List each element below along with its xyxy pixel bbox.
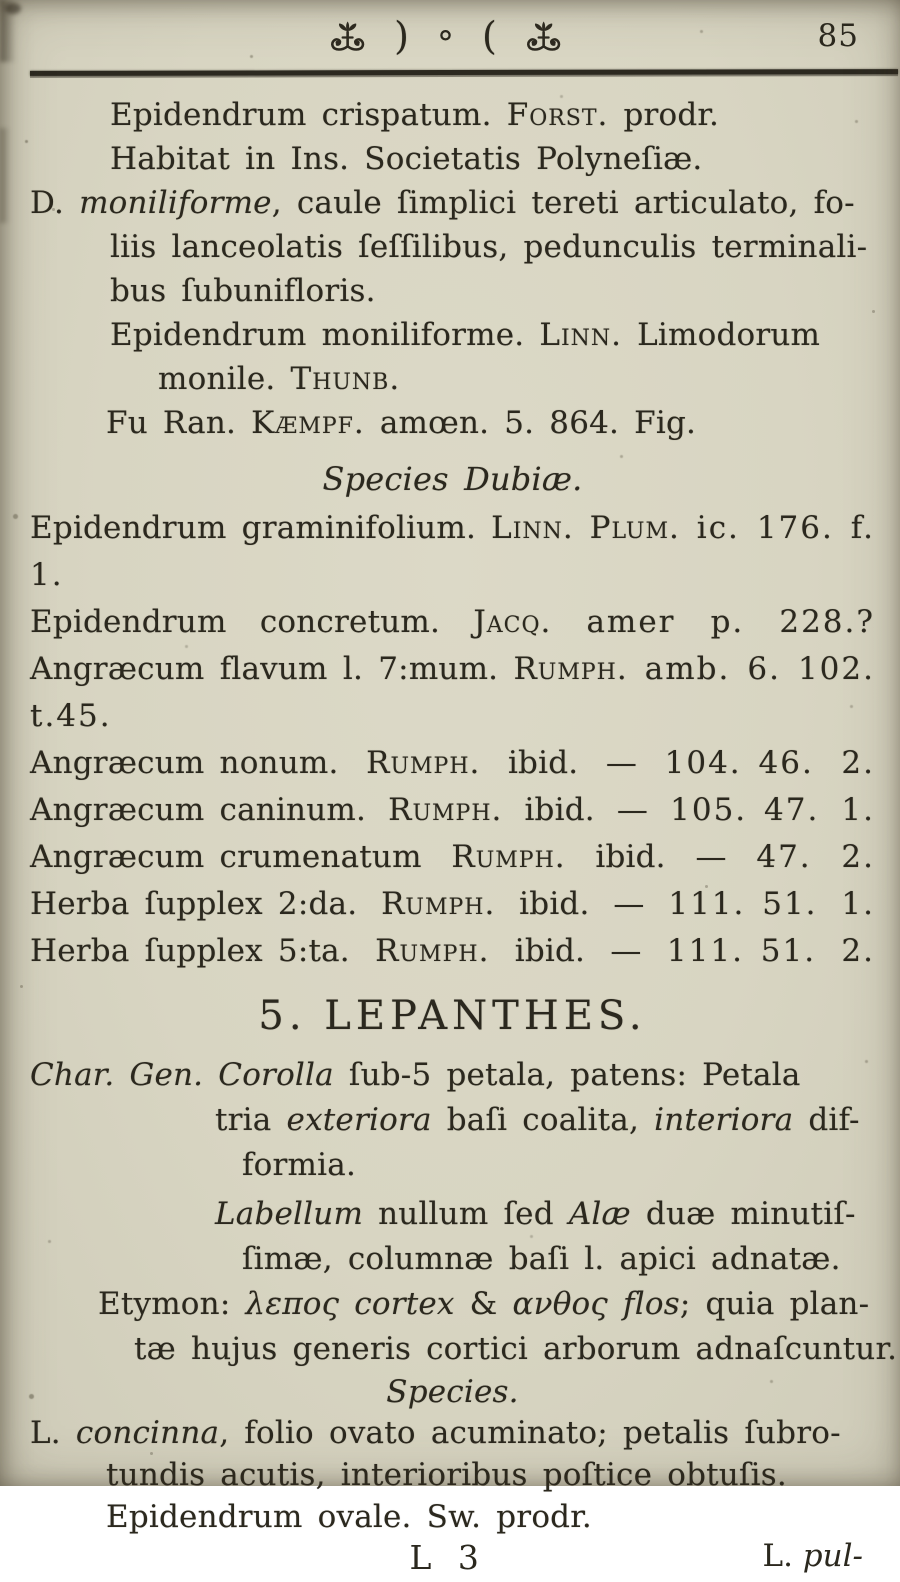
text-segment: Epidendrum ovale. Sw. prodr. xyxy=(106,1499,592,1535)
dash: — xyxy=(610,933,642,969)
reference-numbers: amer p. 228.? xyxy=(551,604,875,640)
reference-numbers: 111. 51. xyxy=(668,886,818,922)
heading-text: Species. xyxy=(386,1374,519,1410)
entry-herba-supplex-5ta xyxy=(30,928,875,975)
para-etymon-line-2 xyxy=(30,1327,898,1372)
species-epithet: moniliforme xyxy=(79,185,272,221)
species-description xyxy=(30,1412,875,1538)
page-footer xyxy=(30,1538,875,1582)
paren-close-ornament: ) xyxy=(394,14,409,58)
greek-term: λεπος xyxy=(245,1286,340,1322)
reference-numbers: 2. xyxy=(841,839,875,875)
reference-numbers: 111. 51. xyxy=(666,933,817,969)
species-name: Herba ſupplex 5:ta. xyxy=(30,933,350,969)
italic-term: cortex xyxy=(339,1286,455,1322)
heading-lepanthes xyxy=(30,991,875,1041)
reference-numbers: 2. xyxy=(841,933,875,969)
running-header xyxy=(30,14,875,64)
species-name: Angræcum crumenatum xyxy=(30,839,422,875)
author-abbrev: Jacq. xyxy=(473,604,552,640)
text-segment: L. xyxy=(30,1415,76,1451)
dash: — xyxy=(616,792,649,828)
text-segment: ibid. xyxy=(595,839,666,875)
entry-habitat xyxy=(30,137,875,181)
catchword xyxy=(763,1538,864,1574)
genus-heading-text: 5. LEPANTHES. xyxy=(258,993,647,1039)
species-name: Epidendrum graminifolium. xyxy=(30,510,492,546)
para-d-moniliforme-line-2 xyxy=(30,225,875,269)
para-char-gen-line-1 xyxy=(30,1053,875,1098)
entry-epidendrum-concretum xyxy=(30,599,875,646)
species-name: Epidendrum concretum. xyxy=(30,604,474,640)
greek-term: ανθος xyxy=(512,1286,608,1322)
header-ornaments xyxy=(328,14,563,64)
catchword-roman: L. xyxy=(762,1538,803,1574)
para-l-concinna-line-3 xyxy=(30,1496,875,1538)
char-gen-label: Char. Gen. Corolla xyxy=(30,1057,349,1093)
text-segment: monile. xyxy=(158,361,291,397)
text-segment: liis lanceolatis ſeſſilibus, pedunculis terminali- xyxy=(110,229,868,265)
fleuron-icon xyxy=(328,20,366,52)
text-segment: bus ſubunifloris. xyxy=(110,273,376,309)
text-segment: Fu Ran. xyxy=(106,405,252,441)
italic-term: flos xyxy=(607,1286,680,1322)
entry-epidendrum-crispatum xyxy=(30,93,875,137)
text-segment: baſi coalita, xyxy=(431,1102,655,1138)
dash: — xyxy=(613,886,645,922)
author-abbrev: Rumph. xyxy=(375,933,490,969)
text-segment: formia. xyxy=(242,1147,357,1183)
author-abbrev: Rumph. xyxy=(451,839,566,875)
page-number: 85 xyxy=(817,18,859,54)
entry-angraecum-caninum xyxy=(30,787,875,834)
dash: — xyxy=(605,745,638,781)
author-abbrev: Thunb. xyxy=(290,361,401,397)
species-name: Angræcum nonum. xyxy=(30,745,339,781)
species-name: Epidendrum moniliforme. xyxy=(110,317,540,353)
entry-herba-supplex-2da xyxy=(30,881,875,928)
text-segment: D. xyxy=(30,185,80,221)
para-char-gen-line-3 xyxy=(30,1143,875,1188)
reference-numbers: 104. 46. xyxy=(664,745,814,781)
text-segment: duæ minutiſ- xyxy=(630,1196,856,1232)
fleuron-icon xyxy=(525,20,563,52)
species-name: Angræcum caninum. xyxy=(30,792,367,828)
italic-term: interiora xyxy=(654,1102,794,1138)
species-dubiae-list xyxy=(30,505,875,975)
heading-species xyxy=(30,1372,875,1412)
signature-mark: L 3 xyxy=(409,1538,479,1577)
author-abbrev: Rumph. xyxy=(513,651,628,687)
para-etymon-line-1 xyxy=(30,1282,875,1327)
entry-epidendrum-moniliforme xyxy=(30,313,875,357)
author-abbrev: Rumph. xyxy=(381,886,496,922)
reference-numbers: 105. 47. xyxy=(670,792,820,828)
text-segment: tria xyxy=(215,1102,287,1138)
paren-open-ornament: ( xyxy=(481,14,497,58)
character-description xyxy=(30,1053,898,1372)
author-abbrev: Rumph. xyxy=(388,792,503,828)
text-segment: ſub-5 petala, patens: Petala xyxy=(348,1057,801,1093)
reference-numbers: amb. 6. 102. t.45. xyxy=(30,651,875,734)
para-l-concinna-line-2 xyxy=(30,1454,875,1496)
species-epithet: concinna xyxy=(75,1415,220,1451)
entry-limodorum-monile xyxy=(30,357,875,401)
reference-numbers: 2. xyxy=(841,745,875,781)
italic-term: exteriora xyxy=(286,1102,432,1138)
italic-term: Alæ xyxy=(568,1196,631,1232)
author-abbrev: Linn. Plum. xyxy=(491,510,680,546)
reference-numbers: 47. xyxy=(756,839,812,875)
text-segment: tundis acutis, interioribus poſtice obtuſis. xyxy=(106,1457,787,1493)
text-segment: & xyxy=(454,1286,513,1322)
author-abbrev: Linn. xyxy=(539,317,623,353)
entry-angraecum-crumenatum xyxy=(30,834,875,881)
heading-text: Species Dubiæ. xyxy=(322,460,583,498)
para-labellum-line-2 xyxy=(30,1237,875,1282)
author-abbrev: Forst. xyxy=(506,97,609,133)
entry-angraecum-flavum xyxy=(30,646,875,740)
species-name: Epidendrum crispatum. xyxy=(110,97,507,133)
author-abbrev: Rumph. xyxy=(366,745,481,781)
para-d-moniliforme-line-1 xyxy=(30,181,875,225)
text-segment: ſimæ, columnæ baſi l. apici adnatæ. xyxy=(242,1241,841,1277)
text-segment: Habitat in Ins. Societatis Polyneſiæ. xyxy=(110,141,703,177)
text-segment: ibid. xyxy=(507,745,579,781)
species-name: Herba ſupplex 2:da. xyxy=(30,886,358,922)
para-char-gen-line-2 xyxy=(30,1098,875,1143)
circle-ornament: ° xyxy=(436,24,454,64)
species-name: Angræcum flavum l. 7:mum. xyxy=(30,651,514,687)
entry-angraecum-nonum xyxy=(30,740,875,787)
dash: — xyxy=(695,839,727,875)
text-segment: , caule ſimplici tereti articulato, fo- xyxy=(271,185,855,221)
reference-numbers: 1. xyxy=(841,792,875,828)
para-l-concinna-line-1 xyxy=(30,1412,875,1454)
header-rule xyxy=(30,69,898,76)
entry-fu-ran xyxy=(30,401,875,445)
etymon-label: Etymon: xyxy=(98,1286,246,1322)
entry-epidendrum-graminifolium xyxy=(30,505,875,599)
text-segment: ibid. xyxy=(524,792,595,828)
para-labellum-line-1 xyxy=(30,1192,875,1237)
text-segment: nullum ſed xyxy=(363,1196,569,1232)
reference-numbers: 1. xyxy=(841,886,875,922)
author-abbrev: Kæmpf. xyxy=(251,405,365,441)
text-segment: prodr. xyxy=(608,97,720,133)
text-segment: ibid. xyxy=(514,933,586,969)
reference-numbers: ic. 176. f. 1. xyxy=(30,510,875,593)
text-segment: , folio ovato acuminato; petalis ſubro- xyxy=(219,1415,841,1451)
text-segment: amœn. 5. 864. Fig. xyxy=(364,405,697,441)
para-d-moniliforme-line-3 xyxy=(30,269,875,313)
text-segment: dif- xyxy=(793,1102,860,1138)
text-segment: ibid. xyxy=(519,886,590,922)
text-segment: tæ hujus generis cortici arborum adnaſcuntur. xyxy=(134,1331,898,1367)
italic-term: Labellum xyxy=(215,1196,364,1232)
catchword-italic: pul- xyxy=(802,1538,863,1574)
heading-species-dubiae xyxy=(30,457,875,501)
text-segment: Limodorum xyxy=(622,317,821,353)
text-segment: ; quia plan- xyxy=(679,1286,870,1322)
